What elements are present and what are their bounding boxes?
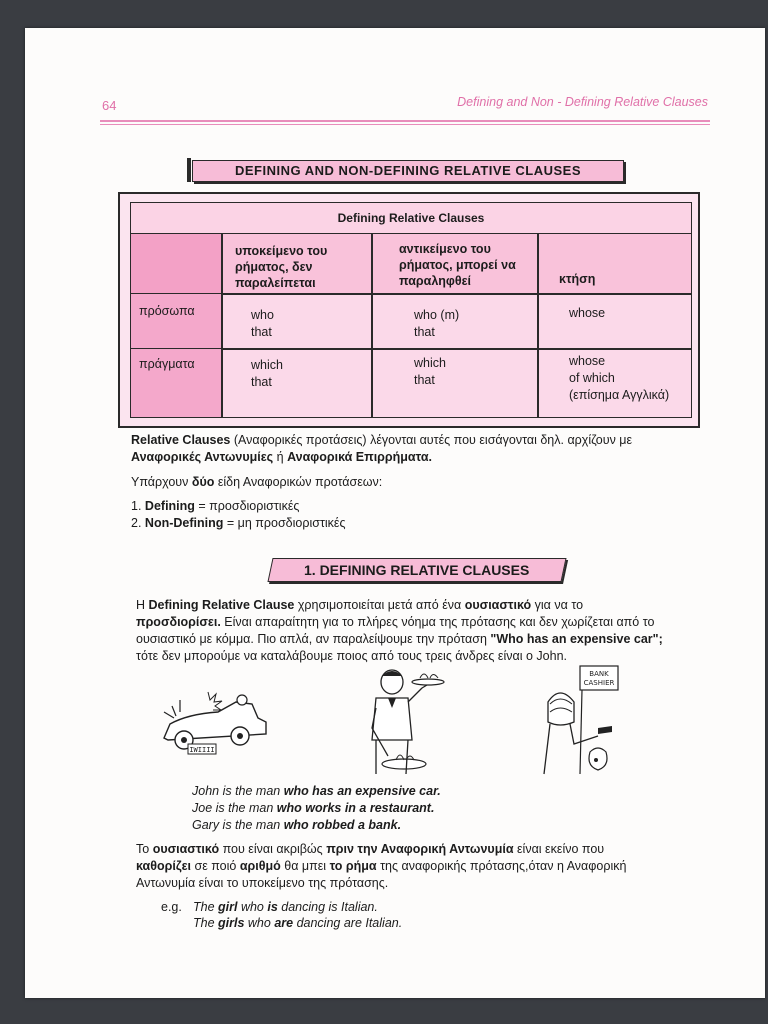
col-divider bbox=[371, 234, 373, 417]
cell-things-subject-2: that bbox=[251, 375, 272, 389]
section-text-line-2 bbox=[136, 614, 654, 631]
list-definition: = μη προσδιοριστικές bbox=[223, 516, 346, 530]
text: Το bbox=[136, 842, 153, 856]
text: dancing is Italian. bbox=[277, 900, 378, 914]
relative-pronoun-table bbox=[118, 192, 700, 428]
text: The bbox=[193, 900, 219, 914]
example-clause: who has an expensive car. bbox=[283, 784, 441, 798]
col-divider bbox=[221, 234, 223, 417]
intro-line-1 bbox=[131, 432, 632, 449]
cell-persons-subject-1: who bbox=[251, 308, 274, 322]
cell-persons-object-2: that bbox=[414, 325, 435, 339]
intro-text: ή bbox=[273, 450, 288, 464]
example-line bbox=[192, 817, 401, 833]
text: θα μπει bbox=[280, 859, 330, 873]
intro-text: (Αναφορικές προτάσεις) λέγονται αυτές που εισάγονται δηλ. αρχίζουν με bbox=[230, 433, 633, 447]
text: ουσιαστικό με κόμμα. Πιο απλά, αν παραλείψουμε την πρόταση bbox=[136, 632, 491, 646]
section-banner-text: 1. DEFINING RELATIVE CLAUSES bbox=[304, 562, 530, 578]
col-header-object: αντικείμενο του ρήματος, μπορεί να παραληφθεί bbox=[399, 242, 516, 288]
col-header-subject: υποκείμενο του ρήματος, δεν παραλείπεται bbox=[235, 244, 328, 290]
main-title-banner: DEFINING AND NON-DEFINING RELATIVE CLAUSES bbox=[192, 160, 624, 182]
cell-persons-possessive-1: whose bbox=[569, 306, 606, 320]
noun: girls bbox=[218, 916, 245, 930]
bank-sign-line-2: CASHIER bbox=[583, 679, 615, 687]
cell-things-object-1: which bbox=[414, 356, 446, 370]
text: της αναφορικής πρότασης,όταν η Αναφορική bbox=[376, 859, 627, 873]
text: χρησιμοποιείται μετά από ένα bbox=[294, 598, 465, 612]
intro-line-2 bbox=[131, 449, 432, 466]
page-number: 64 bbox=[102, 98, 117, 113]
term: αριθμό bbox=[239, 859, 281, 873]
noun: girl bbox=[218, 900, 238, 914]
example-text: John is the man bbox=[192, 784, 284, 798]
term: ουσιαστικό bbox=[152, 842, 220, 856]
text: who bbox=[237, 900, 268, 914]
table-inner bbox=[130, 202, 692, 418]
term: ουσιαστικό bbox=[464, 598, 532, 612]
waiter-illustration bbox=[362, 668, 446, 776]
term: προσδιορίσει. bbox=[136, 615, 221, 629]
cell-things-subject-1: which bbox=[251, 358, 283, 372]
section-text-line-4: τότε δεν μπορούμε να καταλάβουμε ποιος από τους τρεις άνδρες είναι ο John. bbox=[136, 649, 568, 663]
cell-persons-subject-2: that bbox=[251, 325, 272, 339]
car-illustration bbox=[158, 688, 270, 760]
term: καθορίζει bbox=[136, 859, 191, 873]
term: το ρήμα bbox=[329, 859, 377, 873]
section-text-line-1 bbox=[136, 597, 583, 614]
col-divider bbox=[537, 234, 539, 417]
example-clause: who robbed a bank. bbox=[283, 818, 402, 832]
example-text: Joe is the man bbox=[192, 801, 277, 815]
list-item bbox=[131, 515, 346, 532]
row-label-things: πράγματα bbox=[131, 349, 221, 417]
types-text: είδη Αναφορικών προτάσεων: bbox=[214, 475, 383, 489]
text: Είναι απαραίτητη για το πλήρες νόημα της πρότασης και δεν χωρίζεται από το bbox=[220, 615, 655, 629]
row-label-persons: πρόσωπα bbox=[131, 294, 221, 348]
cell-things-possessive-3: (επίσημα Αγγλικά) bbox=[569, 388, 670, 402]
verb: are bbox=[274, 916, 294, 930]
text: σε ποιό bbox=[191, 859, 240, 873]
rule-line-3: Αντωνυμία είναι το υποκείμενο της πρότασης. bbox=[136, 876, 389, 890]
list-term: Non-Defining bbox=[144, 516, 224, 530]
term-relative-pronouns: Αναφορικές Αντωνυμίες bbox=[131, 450, 274, 464]
list-item bbox=[131, 498, 299, 515]
bank-sign-line-1: BANK bbox=[589, 670, 609, 678]
term-relative-clauses: Relative Clauses bbox=[131, 433, 231, 447]
term: Defining Relative Clause bbox=[148, 598, 295, 612]
cell-persons-object-1: who (m) bbox=[414, 308, 460, 322]
eg-sentence-2 bbox=[193, 915, 402, 931]
list-number: 1. bbox=[131, 499, 142, 513]
verb: is bbox=[267, 900, 278, 914]
types-count: δύο bbox=[191, 475, 215, 489]
text: είναι εκείνο που bbox=[513, 842, 605, 856]
text: για να το bbox=[531, 598, 584, 612]
section-banner bbox=[267, 558, 566, 582]
text: Η bbox=[136, 598, 149, 612]
text: που είναι ακριβώς bbox=[219, 842, 327, 856]
example-text: Gary is the man bbox=[192, 818, 284, 832]
types-line bbox=[131, 474, 382, 491]
table-header-corner bbox=[131, 234, 221, 293]
robber-illustration bbox=[540, 662, 626, 778]
running-title: Defining and Non - Defining Relative Clauses bbox=[457, 95, 708, 109]
example-line bbox=[192, 783, 441, 799]
eg-label: e.g. bbox=[161, 900, 182, 914]
page-header bbox=[100, 94, 710, 122]
section-text-line-3 bbox=[136, 631, 663, 648]
rule-line-1 bbox=[136, 841, 604, 858]
cell-things-possessive-1: whose bbox=[569, 354, 606, 368]
eg-sentence-1 bbox=[193, 899, 378, 915]
term-relative-adverbs: Αναφορικά Επιρρήματα. bbox=[287, 450, 432, 464]
cell-things-object-2: that bbox=[414, 373, 435, 387]
example-clause: who works in a restaurant. bbox=[276, 801, 435, 815]
rule-line-2 bbox=[136, 858, 626, 875]
license-plate: IWIIII bbox=[189, 746, 215, 754]
list-number: 2. bbox=[131, 516, 142, 530]
term: πριν την Αναφορική Αντωνυμία bbox=[326, 842, 514, 856]
text: who bbox=[244, 916, 275, 930]
cell-things-possessive-2: of which bbox=[569, 371, 615, 385]
example-line bbox=[192, 800, 434, 816]
text: The bbox=[193, 916, 219, 930]
list-term: Defining bbox=[144, 499, 195, 513]
col-header-possessive: κτήση bbox=[559, 272, 596, 286]
quoted-clause: "Who has an expensive car"; bbox=[490, 632, 663, 646]
table-title: Defining Relative Clauses bbox=[131, 203, 691, 234]
list-definition: = προσδιοριστικές bbox=[194, 499, 300, 513]
types-text: Υπάρχουν bbox=[131, 475, 192, 489]
text: dancing are Italian. bbox=[293, 916, 403, 930]
